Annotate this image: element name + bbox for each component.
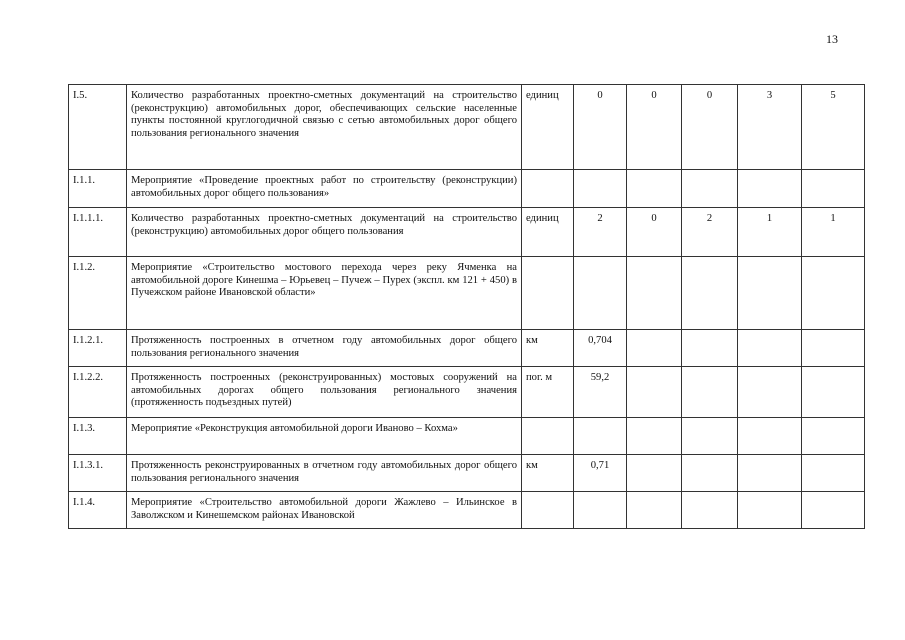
row-unit xyxy=(522,418,574,455)
row-value-3 xyxy=(682,455,738,492)
row-code: I.1.4. xyxy=(69,492,127,529)
row-value-2 xyxy=(627,257,682,330)
row-value-5 xyxy=(802,418,865,455)
row-value-3 xyxy=(682,418,738,455)
table-body xyxy=(69,85,865,529)
row-value-4 xyxy=(738,367,802,418)
row-value-4 xyxy=(738,330,802,367)
row-value-3 xyxy=(682,257,738,330)
row-code: I.1.2. xyxy=(69,257,127,330)
row-value-1 xyxy=(574,257,627,330)
row-value-1: 0,704 xyxy=(574,330,627,367)
row-value-2 xyxy=(627,492,682,529)
row-description: Протяженность реконструированных в отчетном году автомобильных дорог общего пользования регионального значения xyxy=(127,455,522,492)
table-row xyxy=(69,330,865,367)
row-value-5 xyxy=(802,330,865,367)
row-unit xyxy=(522,492,574,529)
table-row xyxy=(69,208,865,257)
row-unit: единиц xyxy=(522,208,574,257)
row-value-4 xyxy=(738,492,802,529)
row-value-5: 1 xyxy=(802,208,865,257)
table-row xyxy=(69,85,865,170)
row-value-3 xyxy=(682,492,738,529)
row-value-5 xyxy=(802,455,865,492)
row-description: Протяженность построенных (реконструированных) мостовых сооружений на автомобильных дорогах общего пользования регионального значения (протяженность подъездных путей) xyxy=(127,367,522,418)
row-code: I.1.3.1. xyxy=(69,455,127,492)
row-description: Мероприятие «Строительство мостового перехода через реку Ячменка на автомобильной дороге Кинешма – Юрьевец – Пучеж – Пурех (экспл. км 121 + 450) в Пучежском районе Ивановской области» xyxy=(127,257,522,330)
row-value-5 xyxy=(802,492,865,529)
row-description: Количество разработанных проектно-сметных документаций на строительство (реконструкцию) автомобильных дорог общего пользования xyxy=(127,208,522,257)
row-value-4 xyxy=(738,418,802,455)
row-value-2 xyxy=(627,367,682,418)
row-description: Протяженность построенных в отчетном году автомобильных дорог общего пользования регионального значения xyxy=(127,330,522,367)
row-value-2 xyxy=(627,418,682,455)
row-description: Количество разработанных проектно-сметных документаций на строительство (реконструкцию) автомобильных дорог, обеспечивающих сельские населенные пункты постоянной круглогодичной связью с сетью автомобильных дорог общего пользования регионального значения xyxy=(127,85,522,170)
row-unit xyxy=(522,257,574,330)
row-value-4 xyxy=(738,170,802,208)
row-unit: км xyxy=(522,330,574,367)
row-value-5 xyxy=(802,170,865,208)
row-value-1: 0,71 xyxy=(574,455,627,492)
row-value-1 xyxy=(574,418,627,455)
row-value-5 xyxy=(802,257,865,330)
table-row xyxy=(69,170,865,208)
table-row xyxy=(69,367,865,418)
table-row xyxy=(69,418,865,455)
page-number: 13 xyxy=(826,32,838,46)
row-description: Мероприятие «Проведение проектных работ по строительству (реконструкции) автомобильных дорог общего пользования» xyxy=(127,170,522,208)
row-value-5 xyxy=(802,367,865,418)
row-unit xyxy=(522,170,574,208)
row-unit: км xyxy=(522,455,574,492)
row-value-5: 5 xyxy=(802,85,865,170)
table-row xyxy=(69,492,865,529)
row-value-1 xyxy=(574,170,627,208)
row-value-2: 0 xyxy=(627,208,682,257)
row-unit: единиц xyxy=(522,85,574,170)
row-value-3: 2 xyxy=(682,208,738,257)
row-value-4: 1 xyxy=(738,208,802,257)
row-code: I.5. xyxy=(69,85,127,170)
row-value-3: 0 xyxy=(682,85,738,170)
row-value-2: 0 xyxy=(627,85,682,170)
row-description: Мероприятие «Реконструкция автомобильной дороги Иваново – Кохма» xyxy=(127,418,522,455)
row-value-3 xyxy=(682,330,738,367)
indicators-table xyxy=(68,84,865,529)
row-unit: пог. м xyxy=(522,367,574,418)
row-value-2 xyxy=(627,455,682,492)
row-value-4 xyxy=(738,455,802,492)
table-row xyxy=(69,455,865,492)
row-value-1 xyxy=(574,492,627,529)
row-code: I.1.1. xyxy=(69,170,127,208)
row-value-2 xyxy=(627,170,682,208)
row-value-2 xyxy=(627,330,682,367)
row-value-1: 2 xyxy=(574,208,627,257)
row-value-3 xyxy=(682,170,738,208)
row-value-1: 0 xyxy=(574,85,627,170)
row-value-3 xyxy=(682,367,738,418)
row-code: I.1.2.1. xyxy=(69,330,127,367)
table-row xyxy=(69,257,865,330)
row-description: Мероприятие «Строительство автомобильной дороги Жажлево – Ильинское в Заволжском и Кинешемском районах Ивановской xyxy=(127,492,522,529)
row-code: I.1.1.1. xyxy=(69,208,127,257)
row-value-4: 3 xyxy=(738,85,802,170)
row-code: I.1.2.2. xyxy=(69,367,127,418)
row-code: I.1.3. xyxy=(69,418,127,455)
row-value-1: 59,2 xyxy=(574,367,627,418)
row-value-4 xyxy=(738,257,802,330)
